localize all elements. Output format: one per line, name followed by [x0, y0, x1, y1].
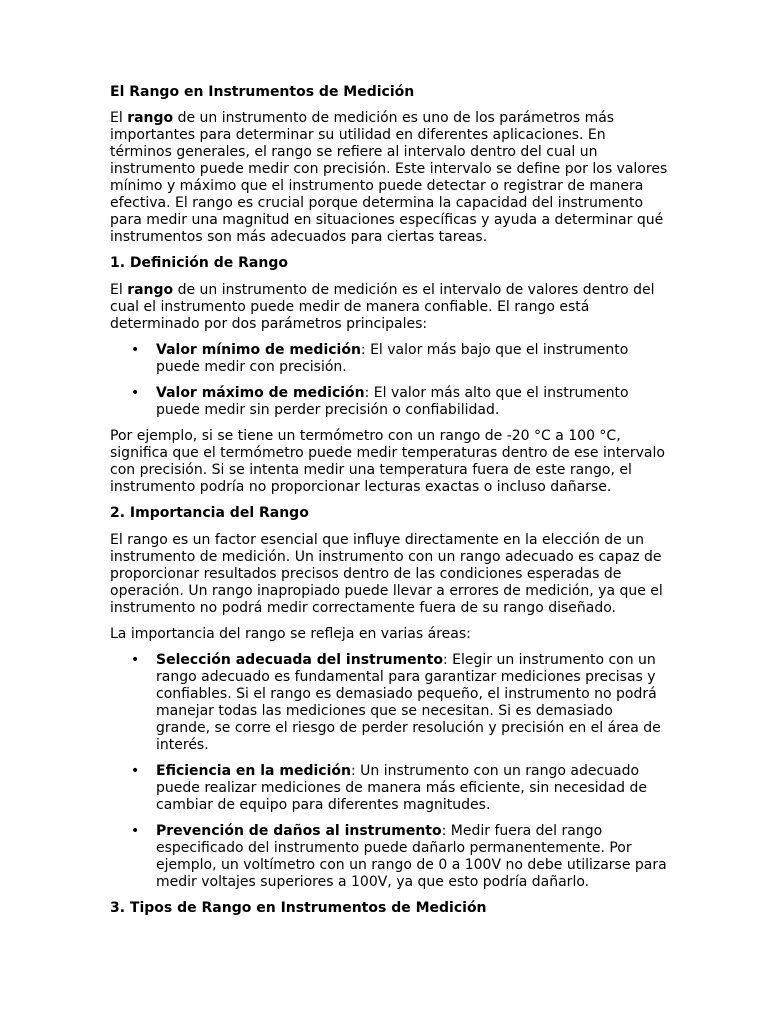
section-1-pre: El	[110, 282, 128, 298]
bullet-glyph: •	[131, 385, 140, 401]
section-2-list	[110, 652, 668, 891]
list-item-term: Valor mínimo de medición	[156, 342, 361, 358]
list-item-text: : El valor más bajo que el instrumento puede medir con precisión.	[156, 342, 629, 375]
section-2-paragraph-2: La importancia del rango se refleja en varias áreas:	[110, 626, 471, 642]
bullet-glyph: •	[131, 652, 140, 668]
intro-bold-term: rango	[127, 110, 174, 126]
list-item	[131, 823, 668, 891]
list-item	[131, 652, 668, 754]
list-item	[131, 763, 668, 814]
section-2-heading: 2. Importancia del Rango	[110, 505, 309, 521]
list-item-term: Valor máximo de medición	[156, 385, 365, 401]
section-3-heading: 3. Tipos de Rango en Instrumentos de Medición	[110, 900, 487, 916]
intro-pre: El	[110, 110, 128, 126]
section-1-bold-term: rango	[127, 282, 174, 298]
section-1-example: Por ejemplo, si se tiene un termómetro con un rango de -20 °C a 100 °C, significa que el termómetro puede medir temperaturas dentro de ese intervalo con precisión. Si se intenta medir una temperatura fuera de este rango, el instrumento podría no proporcionar lecturas exactas o incluso dañarse.	[110, 428, 665, 495]
list-item-term: Eficiencia en la medición	[156, 763, 351, 779]
document-title: El Rango en Instrumentos de Medición	[110, 84, 415, 100]
section-1-list	[110, 342, 668, 419]
list-item-term: Prevención de daños al instrumento	[156, 823, 442, 839]
bullet-glyph: •	[131, 342, 140, 358]
intro-text: de un instrumento de medición es uno de los parámetros más importantes para determinar su utilidad en diferentes aplicaciones. En términos generales, el rango se refiere al intervalo dentro del cual un instrumento puede medir con precisión. Este intervalo se define por los valores mínimo y máximo que el instrumento puede detectar o registrar de manera efectiva. El rango es crucial porque determina la capacidad del instrumento para medir una magnitud en situaciones específicas y ayuda a determinar qué instrumentos son más adecuados para ciertas tareas.	[110, 110, 668, 245]
intro-paragraph	[110, 110, 668, 246]
bullet-glyph: •	[131, 763, 140, 779]
list-item-text: : El valor más alto que el instrumento puede medir sin perder precisión o confiabilidad.	[156, 385, 629, 418]
list-item-text: : Un instrumento con un rango adecuado puede realizar mediciones de manera más eficiente, sin necesidad de cambiar de equipo para diferentes magnitudes.	[156, 763, 647, 813]
list-item-text: : Medir fuera del rango especificado del instrumento puede dañarlo permanentemente. Por ejemplo, un voltímetro con un rango de 0 a 100V no debe utilizarse para medir voltajes superiores a 100V, ya que esto podría dañarlo.	[156, 823, 667, 890]
list-item	[131, 385, 668, 419]
section-1-heading: 1. Definición de Rango	[110, 255, 288, 271]
section-1-text: de un instrumento de medición es el intervalo de valores dentro del cual el instrumento puede medir de manera confiable. El rango está determinado por dos parámetros principales:	[110, 282, 655, 332]
list-item-term: Selección adecuada del instrumento	[156, 652, 443, 668]
list-item-text: : Elegir un instrumento con un rango adecuado es fundamental para garantizar mediciones precisas y confiables. Si el rango es demasiado pequeño, el instrumento no podrá manejar todas las mediciones que se necesitan. Si es demasiado grande, se corre el riesgo de perder resolución y precisión en el área de interés.	[156, 652, 661, 753]
bullet-glyph: •	[131, 823, 140, 839]
list-item	[131, 342, 668, 376]
section-2-paragraph-1: El rango es un factor esencial que influye directamente en la elección de un instrumento de medición. Un instrumento con un rango adecuado es capaz de proporcionar resultados precisos dentro de las condiciones esperadas de operación. Un rango inapropiado puede llevar a errores de medición, ya que el instrumento no podrá medir correctamente fuera de su rango diseñado.	[110, 532, 663, 616]
section-1-paragraph	[110, 282, 668, 333]
